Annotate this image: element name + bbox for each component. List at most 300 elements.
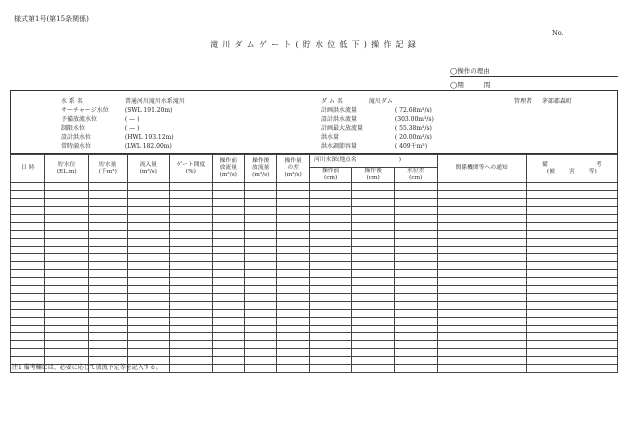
- table-cell[interactable]: [170, 183, 213, 191]
- table-cell[interactable]: [170, 341, 213, 349]
- table-cell[interactable]: [170, 293, 213, 301]
- table-cell[interactable]: [11, 301, 45, 309]
- table-cell[interactable]: [277, 357, 309, 365]
- table-cell[interactable]: [394, 357, 437, 365]
- table-cell[interactable]: [526, 333, 617, 341]
- table-cell[interactable]: [170, 262, 213, 270]
- table-cell[interactable]: [309, 183, 352, 191]
- table-cell[interactable]: [437, 286, 526, 294]
- table-cell[interactable]: [526, 183, 617, 191]
- table-cell[interactable]: [352, 293, 395, 301]
- table-cell[interactable]: [394, 207, 437, 215]
- table-cell[interactable]: [170, 301, 213, 309]
- table-cell[interactable]: [127, 199, 170, 207]
- table-cell[interactable]: [394, 183, 437, 191]
- table-cell[interactable]: [394, 325, 437, 333]
- table-cell[interactable]: [437, 183, 526, 191]
- table-cell[interactable]: [11, 254, 45, 262]
- table-cell[interactable]: [212, 199, 244, 207]
- table-cell[interactable]: [352, 254, 395, 262]
- table-cell[interactable]: [11, 246, 45, 254]
- table-cell[interactable]: [89, 222, 128, 230]
- table-cell[interactable]: [89, 317, 128, 325]
- table-cell[interactable]: [245, 246, 277, 254]
- table-cell[interactable]: [89, 270, 128, 278]
- table-cell[interactable]: [212, 341, 244, 349]
- table-cell[interactable]: [89, 293, 128, 301]
- table-cell[interactable]: [277, 333, 309, 341]
- table-cell[interactable]: [277, 317, 309, 325]
- table-cell[interactable]: [127, 215, 170, 223]
- table-cell[interactable]: [352, 364, 395, 372]
- table-cell[interactable]: [277, 364, 309, 372]
- table-cell[interactable]: [437, 293, 526, 301]
- table-cell[interactable]: [45, 191, 89, 199]
- table-cell[interactable]: [45, 262, 89, 270]
- table-cell[interactable]: [11, 333, 45, 341]
- table-cell[interactable]: [309, 254, 352, 262]
- table-cell[interactable]: [245, 333, 277, 341]
- table-cell[interactable]: [245, 309, 277, 317]
- table-cell[interactable]: [11, 230, 45, 238]
- table-cell[interactable]: [170, 286, 213, 294]
- table-cell[interactable]: [526, 262, 617, 270]
- table-cell[interactable]: [352, 207, 395, 215]
- table-cell[interactable]: [212, 262, 244, 270]
- table-cell[interactable]: [352, 191, 395, 199]
- table-cell[interactable]: [352, 278, 395, 286]
- table-cell[interactable]: [352, 286, 395, 294]
- table-cell[interactable]: [89, 325, 128, 333]
- table-cell[interactable]: [437, 238, 526, 246]
- table-cell[interactable]: [245, 317, 277, 325]
- table-cell[interactable]: [45, 278, 89, 286]
- table-cell[interactable]: [526, 293, 617, 301]
- table-cell[interactable]: [89, 246, 128, 254]
- table-cell[interactable]: [245, 286, 277, 294]
- table-cell[interactable]: [394, 333, 437, 341]
- table-cell[interactable]: [170, 349, 213, 357]
- table-cell[interactable]: [127, 246, 170, 254]
- table-cell[interactable]: [89, 191, 128, 199]
- table-cell[interactable]: [309, 364, 352, 372]
- table-cell[interactable]: [127, 230, 170, 238]
- table-cell[interactable]: [170, 278, 213, 286]
- table-cell[interactable]: [437, 215, 526, 223]
- table-cell[interactable]: [11, 325, 45, 333]
- table-cell[interactable]: [277, 238, 309, 246]
- table-cell[interactable]: [212, 207, 244, 215]
- table-cell[interactable]: [89, 286, 128, 294]
- table-cell[interactable]: [526, 199, 617, 207]
- table-cell[interactable]: [526, 230, 617, 238]
- table-cell[interactable]: [89, 349, 128, 357]
- table-cell[interactable]: [352, 262, 395, 270]
- table-cell[interactable]: [11, 293, 45, 301]
- table-cell[interactable]: [212, 325, 244, 333]
- table-cell[interactable]: [309, 286, 352, 294]
- table-cell[interactable]: [127, 262, 170, 270]
- table-cell[interactable]: [170, 230, 213, 238]
- table-cell[interactable]: [212, 230, 244, 238]
- table-cell[interactable]: [127, 286, 170, 294]
- table-cell[interactable]: [170, 191, 213, 199]
- table-cell[interactable]: [437, 199, 526, 207]
- table-cell[interactable]: [277, 341, 309, 349]
- table-cell[interactable]: [45, 199, 89, 207]
- table-cell[interactable]: [526, 278, 617, 286]
- table-cell[interactable]: [277, 215, 309, 223]
- table-cell[interactable]: [437, 357, 526, 365]
- table-cell[interactable]: [309, 317, 352, 325]
- table-cell[interactable]: [245, 293, 277, 301]
- table-cell[interactable]: [526, 357, 617, 365]
- table-cell[interactable]: [127, 293, 170, 301]
- table-cell[interactable]: [245, 270, 277, 278]
- table-cell[interactable]: [212, 286, 244, 294]
- table-cell[interactable]: [309, 349, 352, 357]
- table-cell[interactable]: [245, 191, 277, 199]
- table-cell[interactable]: [309, 309, 352, 317]
- table-cell[interactable]: [45, 333, 89, 341]
- table-cell[interactable]: [309, 199, 352, 207]
- table-cell[interactable]: [212, 293, 244, 301]
- table-cell[interactable]: [170, 325, 213, 333]
- table-cell[interactable]: [212, 270, 244, 278]
- table-cell[interactable]: [245, 215, 277, 223]
- table-cell[interactable]: [11, 278, 45, 286]
- table-cell[interactable]: [89, 238, 128, 246]
- table-cell[interactable]: [212, 309, 244, 317]
- table-cell[interactable]: [127, 207, 170, 215]
- table-cell[interactable]: [526, 215, 617, 223]
- table-cell[interactable]: [394, 278, 437, 286]
- table-cell[interactable]: [245, 364, 277, 372]
- table-cell[interactable]: [127, 238, 170, 246]
- table-cell[interactable]: [45, 254, 89, 262]
- table-cell[interactable]: [526, 254, 617, 262]
- table-cell[interactable]: [11, 207, 45, 215]
- table-cell[interactable]: [45, 270, 89, 278]
- table-cell[interactable]: [277, 254, 309, 262]
- table-cell[interactable]: [170, 215, 213, 223]
- table-cell[interactable]: [127, 301, 170, 309]
- table-cell[interactable]: [45, 341, 89, 349]
- table-cell[interactable]: [11, 191, 45, 199]
- table-cell[interactable]: [437, 333, 526, 341]
- table-cell[interactable]: [245, 278, 277, 286]
- table-cell[interactable]: [394, 341, 437, 349]
- table-cell[interactable]: [437, 262, 526, 270]
- table-cell[interactable]: [352, 341, 395, 349]
- table-cell[interactable]: [526, 207, 617, 215]
- table-cell[interactable]: [309, 230, 352, 238]
- table-cell[interactable]: [394, 222, 437, 230]
- table-cell[interactable]: [170, 364, 213, 372]
- table-cell[interactable]: [170, 309, 213, 317]
- table-cell[interactable]: [526, 191, 617, 199]
- table-cell[interactable]: [89, 183, 128, 191]
- table-cell[interactable]: [352, 199, 395, 207]
- table-cell[interactable]: [245, 262, 277, 270]
- table-cell[interactable]: [352, 270, 395, 278]
- table-cell[interactable]: [309, 278, 352, 286]
- table-cell[interactable]: [212, 238, 244, 246]
- table-cell[interactable]: [11, 349, 45, 357]
- table-cell[interactable]: [394, 349, 437, 357]
- table-cell[interactable]: [437, 317, 526, 325]
- table-cell[interactable]: [352, 230, 395, 238]
- table-cell[interactable]: [526, 301, 617, 309]
- table-cell[interactable]: [437, 207, 526, 215]
- table-cell[interactable]: [212, 246, 244, 254]
- table-cell[interactable]: [352, 333, 395, 341]
- table-cell[interactable]: [309, 301, 352, 309]
- table-cell[interactable]: [394, 293, 437, 301]
- table-cell[interactable]: [437, 364, 526, 372]
- table-cell[interactable]: [526, 364, 617, 372]
- table-cell[interactable]: [526, 286, 617, 294]
- table-cell[interactable]: [437, 341, 526, 349]
- table-cell[interactable]: [245, 207, 277, 215]
- table-cell[interactable]: [45, 293, 89, 301]
- table-cell[interactable]: [89, 278, 128, 286]
- table-cell[interactable]: [11, 238, 45, 246]
- table-cell[interactable]: [277, 222, 309, 230]
- table-cell[interactable]: [352, 301, 395, 309]
- table-cell[interactable]: [170, 246, 213, 254]
- table-cell[interactable]: [89, 199, 128, 207]
- table-cell[interactable]: [11, 317, 45, 325]
- table-cell[interactable]: [437, 309, 526, 317]
- table-cell[interactable]: [11, 270, 45, 278]
- table-cell[interactable]: [352, 325, 395, 333]
- table-cell[interactable]: [394, 309, 437, 317]
- table-cell[interactable]: [170, 238, 213, 246]
- table-cell[interactable]: [245, 341, 277, 349]
- table-cell[interactable]: [277, 270, 309, 278]
- table-cell[interactable]: [245, 254, 277, 262]
- table-cell[interactable]: [352, 222, 395, 230]
- table-cell[interactable]: [11, 309, 45, 317]
- table-cell[interactable]: [277, 325, 309, 333]
- table-cell[interactable]: [245, 199, 277, 207]
- table-cell[interactable]: [352, 215, 395, 223]
- table-cell[interactable]: [127, 309, 170, 317]
- table-cell[interactable]: [309, 238, 352, 246]
- table-cell[interactable]: [127, 222, 170, 230]
- table-cell[interactable]: [277, 183, 309, 191]
- table-cell[interactable]: [309, 270, 352, 278]
- table-cell[interactable]: [170, 270, 213, 278]
- table-cell[interactable]: [127, 341, 170, 349]
- table-cell[interactable]: [277, 230, 309, 238]
- table-cell[interactable]: [277, 278, 309, 286]
- table-cell[interactable]: [394, 301, 437, 309]
- table-cell[interactable]: [277, 262, 309, 270]
- table-cell[interactable]: [526, 317, 617, 325]
- table-cell[interactable]: [352, 309, 395, 317]
- table-cell[interactable]: [309, 215, 352, 223]
- table-cell[interactable]: [277, 246, 309, 254]
- table-cell[interactable]: [212, 254, 244, 262]
- table-cell[interactable]: [45, 286, 89, 294]
- table-cell[interactable]: [394, 364, 437, 372]
- table-cell[interactable]: [526, 222, 617, 230]
- table-cell[interactable]: [170, 333, 213, 341]
- table-cell[interactable]: [212, 349, 244, 357]
- table-cell[interactable]: [309, 325, 352, 333]
- table-cell[interactable]: [526, 349, 617, 357]
- table-cell[interactable]: [11, 286, 45, 294]
- table-cell[interactable]: [45, 317, 89, 325]
- table-cell[interactable]: [170, 254, 213, 262]
- table-cell[interactable]: [45, 183, 89, 191]
- table-cell[interactable]: [394, 262, 437, 270]
- table-cell[interactable]: [127, 191, 170, 199]
- table-cell[interactable]: [277, 301, 309, 309]
- table-cell[interactable]: [89, 215, 128, 223]
- table-cell[interactable]: [170, 199, 213, 207]
- table-cell[interactable]: [212, 183, 244, 191]
- table-cell[interactable]: [352, 349, 395, 357]
- table-cell[interactable]: [277, 286, 309, 294]
- table-cell[interactable]: [89, 230, 128, 238]
- table-cell[interactable]: [45, 222, 89, 230]
- table-cell[interactable]: [170, 222, 213, 230]
- table-cell[interactable]: [394, 317, 437, 325]
- table-cell[interactable]: [309, 293, 352, 301]
- table-cell[interactable]: [89, 262, 128, 270]
- table-cell[interactable]: [11, 222, 45, 230]
- table-cell[interactable]: [89, 341, 128, 349]
- table-cell[interactable]: [309, 333, 352, 341]
- table-cell[interactable]: [11, 262, 45, 270]
- table-cell[interactable]: [277, 293, 309, 301]
- table-cell[interactable]: [89, 333, 128, 341]
- table-cell[interactable]: [127, 183, 170, 191]
- table-cell[interactable]: [245, 230, 277, 238]
- table-cell[interactable]: [89, 301, 128, 309]
- table-cell[interactable]: [212, 222, 244, 230]
- table-cell[interactable]: [394, 270, 437, 278]
- table-cell[interactable]: [127, 270, 170, 278]
- table-cell[interactable]: [394, 215, 437, 223]
- table-cell[interactable]: [11, 199, 45, 207]
- table-cell[interactable]: [352, 317, 395, 325]
- table-cell[interactable]: [437, 325, 526, 333]
- table-cell[interactable]: [309, 222, 352, 230]
- table-cell[interactable]: [245, 183, 277, 191]
- table-cell[interactable]: [277, 199, 309, 207]
- table-cell[interactable]: [437, 270, 526, 278]
- table-cell[interactable]: [212, 333, 244, 341]
- table-cell[interactable]: [437, 191, 526, 199]
- table-cell[interactable]: [45, 349, 89, 357]
- table-cell[interactable]: [309, 207, 352, 215]
- table-cell[interactable]: [45, 246, 89, 254]
- table-cell[interactable]: [394, 254, 437, 262]
- table-cell[interactable]: [11, 341, 45, 349]
- table-cell[interactable]: [437, 230, 526, 238]
- table-cell[interactable]: [277, 349, 309, 357]
- table-cell[interactable]: [352, 246, 395, 254]
- table-cell[interactable]: [212, 317, 244, 325]
- table-cell[interactable]: [127, 349, 170, 357]
- table-cell[interactable]: [352, 238, 395, 246]
- table-cell[interactable]: [277, 309, 309, 317]
- table-cell[interactable]: [309, 191, 352, 199]
- table-cell[interactable]: [437, 246, 526, 254]
- table-cell[interactable]: [277, 207, 309, 215]
- table-cell[interactable]: [45, 207, 89, 215]
- table-cell[interactable]: [394, 230, 437, 238]
- table-cell[interactable]: [45, 238, 89, 246]
- table-cell[interactable]: [212, 215, 244, 223]
- table-cell[interactable]: [245, 357, 277, 365]
- table-cell[interactable]: [394, 199, 437, 207]
- table-cell[interactable]: [89, 309, 128, 317]
- table-cell[interactable]: [45, 301, 89, 309]
- table-cell[interactable]: [437, 301, 526, 309]
- table-cell[interactable]: [127, 333, 170, 341]
- table-cell[interactable]: [526, 246, 617, 254]
- table-cell[interactable]: [526, 270, 617, 278]
- table-cell[interactable]: [352, 183, 395, 191]
- table-cell[interactable]: [437, 222, 526, 230]
- table-cell[interactable]: [394, 191, 437, 199]
- table-cell[interactable]: [11, 215, 45, 223]
- table-cell[interactable]: [45, 325, 89, 333]
- table-cell[interactable]: [11, 183, 45, 191]
- table-cell[interactable]: [309, 246, 352, 254]
- table-cell[interactable]: [45, 309, 89, 317]
- table-cell[interactable]: [127, 317, 170, 325]
- table-cell[interactable]: [45, 215, 89, 223]
- table-cell[interactable]: [277, 191, 309, 199]
- table-cell[interactable]: [212, 191, 244, 199]
- table-cell[interactable]: [394, 238, 437, 246]
- table-cell[interactable]: [437, 349, 526, 357]
- table-cell[interactable]: [212, 278, 244, 286]
- table-cell[interactable]: [45, 230, 89, 238]
- table-cell[interactable]: [437, 254, 526, 262]
- table-cell[interactable]: [437, 278, 526, 286]
- table-cell[interactable]: [212, 357, 244, 365]
- table-cell[interactable]: [394, 246, 437, 254]
- table-cell[interactable]: [245, 301, 277, 309]
- table-cell[interactable]: [170, 317, 213, 325]
- table-cell[interactable]: [309, 341, 352, 349]
- table-cell[interactable]: [170, 207, 213, 215]
- table-cell[interactable]: [127, 254, 170, 262]
- table-cell[interactable]: [526, 238, 617, 246]
- table-cell[interactable]: [127, 278, 170, 286]
- table-cell[interactable]: [245, 349, 277, 357]
- table-cell[interactable]: [245, 238, 277, 246]
- table-cell[interactable]: [212, 301, 244, 309]
- table-cell[interactable]: [309, 262, 352, 270]
- table-cell[interactable]: [212, 364, 244, 372]
- table-cell[interactable]: [526, 341, 617, 349]
- table-cell[interactable]: [526, 309, 617, 317]
- table-cell[interactable]: [394, 286, 437, 294]
- table-cell[interactable]: [309, 357, 352, 365]
- table-cell[interactable]: [245, 325, 277, 333]
- table-cell[interactable]: [352, 357, 395, 365]
- table-cell[interactable]: [89, 207, 128, 215]
- table-cell[interactable]: [245, 222, 277, 230]
